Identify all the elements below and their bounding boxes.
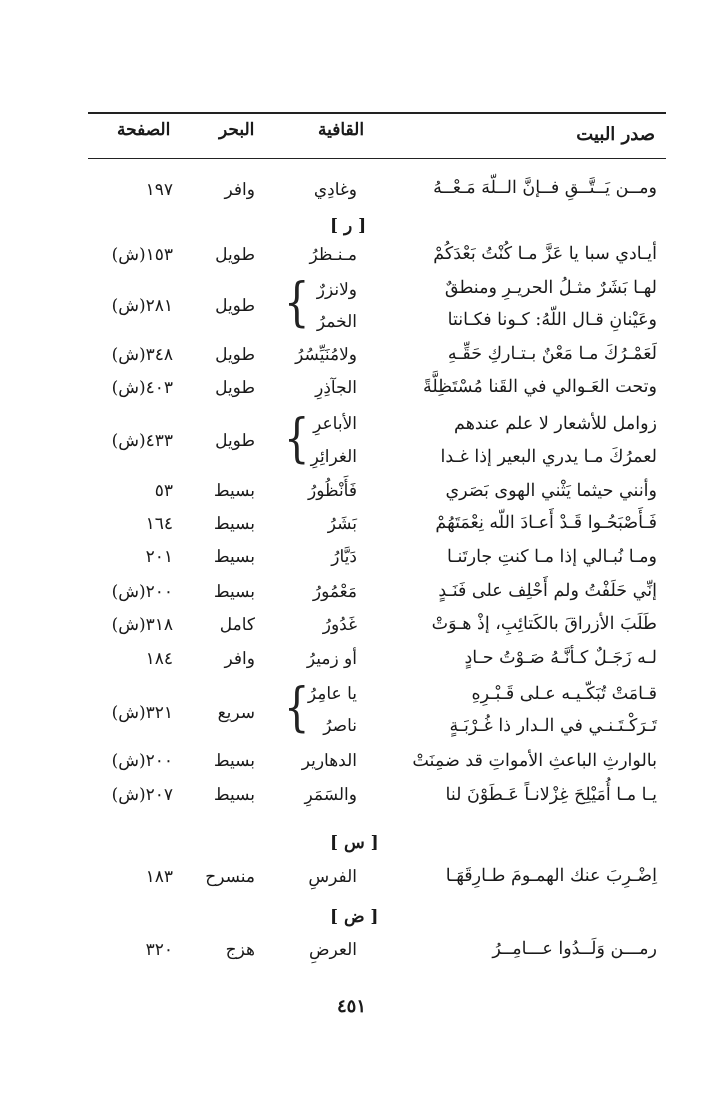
page-cell: ٣٤٨(ش) [111,345,173,365]
page-cell: ١٦٤ [145,514,173,534]
page-number: ٤٥١ [336,996,366,1017]
meter-cell: طويل [215,378,255,398]
rhyme-cell: الفرسِ [308,867,357,887]
rhyme-cell: وغادِي [313,180,357,200]
verse-cell: فَـأَصْبَحُـوا قَـدْ أَعـادَ اللّه نِعْمَتَهُمْ [435,513,657,533]
page-cell: ٢٨١(ش) [111,296,173,316]
verse-cell: زوامل للأشعار لا علم عندهم [454,414,657,434]
page-cell: ٢٠١ [145,547,173,567]
page-cell: ٥٣ [154,481,173,501]
rhyme-cell: ولانزرٌ [316,280,357,300]
verse-cell: ومــن يَــتَّــقِ فــإنَّ الــلّهَ مَـعْــهُ [433,178,657,198]
rhyme-cell: فَأَنْظُورُ [308,481,357,501]
section-heading-d: [ ض ] [330,907,379,927]
rhyme-cell: الدهارير [301,751,357,771]
page-cell: ٣١٨(ش) [111,615,173,635]
meter-cell: طويل [215,345,255,365]
meter-cell: بسيط [213,751,255,771]
brace-left: { [284,273,310,333]
page-cell: ٣٢٠ [145,940,173,960]
rhyme-cell: العرضِ [308,940,357,960]
verse-cell: لهـا بَشَرٌ مثـلُ الحريـرِ ومنطقٌ [444,278,657,298]
verse-cell: لَعَمْـرُكَ مـا مَعْنٌ بـتـاركِ حَقِّـهِ [447,344,657,364]
rhyme-cell: ناصرُ [323,716,357,736]
verse-cell: وعَيْنانِ قـال اللّهُ: كـونا فكـانتا [447,310,657,330]
meter-cell: بسيط [213,481,255,501]
header-rhyme: القافية [318,120,365,140]
page-cell: ٢٠٧(ش) [111,785,173,805]
verse-cell: طَلَبَ الأزراقَ بالكَتائِبِ، إذْ هـوَتْ [431,614,657,634]
meter-cell: وافر [224,180,255,200]
meter-cell: هزج [225,940,255,960]
verse-cell: قـامَتْ تُبَكّـيـه عـلى قَـبْـرِهِ [471,684,657,704]
header-page: الصفحة [117,120,171,140]
verse-cell: يـا مـا أُمَيْلِحَ غِزْلانـاً عَـطَوْنَ لنا [445,785,657,805]
page-cell: ٤٠٣(ش) [111,378,173,398]
verse-cell: اِضْـرِبَ عنك الهمـومَ طـارِقَهَـا [445,866,657,886]
header-meter: البحر [219,120,255,140]
page-cell: ٢٠٠(ش) [111,751,173,771]
rhyme-cell: أو زميرُ [306,649,357,669]
rhyme-cell: الجآذِرِ [315,378,357,398]
rhyme-cell: مـنـظرُ [309,245,357,265]
page-cell: ٢٠٠(ش) [111,582,173,602]
brace-left: { [284,409,310,469]
page-cell: ١٥٣(ش) [111,245,173,265]
brace-left: { [284,678,310,738]
verse-cell: وتحت العَـوالي في القَنا مُسْتَظِلَّةً [422,377,657,397]
verse-cell: تَـرَكْـتَـنـي في الـدار ذا غُـرْبَـةٍ [449,716,657,736]
page-cell: ١٨٤ [145,649,173,669]
section-heading-s: [ س ] [330,833,379,853]
meter-cell: بسيط [213,514,255,534]
rhyme-cell: دَيَّارُ [331,547,357,567]
page-cell: ٤٣٣(ش) [111,431,173,451]
verse-cell: أيـادي سبا يا عَزَّ مـا كُنْتُ بَعْدَكُمْ [433,244,657,264]
page-cell: ١٨٣ [145,867,173,887]
rhyme-cell: الأباعرِ [313,414,357,434]
meter-cell: بسيط [213,582,255,602]
meter-cell: سريع [217,703,255,723]
rhyme-cell: والسَمَرِ [304,785,357,805]
verse-cell: وأنني حيثما يَثْني الهوى بَصَري [445,481,657,501]
rhyme-cell: الغرائِرِ [310,447,357,467]
meter-cell: طويل [215,245,255,265]
verse-cell: ومـا نُبـالي إذا مـا كنتِ جارتَنـا [447,547,657,567]
rhyme-cell: الخمرُ [316,312,357,332]
rhyme-cell: غَدُورُ [322,615,357,635]
section-heading-r: [ ر ] [330,216,367,236]
top-rule [88,112,666,114]
header-rule [88,158,666,159]
rhyme-cell: يا عامِرُ [307,684,357,704]
verse-cell: إنِّي حَلَفْتُ ولم أَحْلِف على فَنَـدٍ [438,581,657,601]
rhyme-cell: بَشَرُ [327,514,357,534]
meter-cell: منسرح [205,867,255,887]
meter-cell: طويل [215,296,255,316]
meter-cell: طويل [215,431,255,451]
meter-cell: كامل [219,615,255,635]
rhyme-cell: مَعْمُورُ [312,582,357,602]
rhyme-cell: ولامُنَيِّسُرُ [295,345,357,365]
verse-cell: بالوارثِ الباعثِ الأمواتِ قد ضمِنَتْ [412,751,657,771]
verse-cell: لـه زَجَـلٌ كـأنَّـهُ صَـوْتُ حـادٍ [464,648,657,668]
page-cell: ٣٢١(ش) [111,703,173,723]
meter-cell: بسيط [213,547,255,567]
meter-cell: وافر [224,649,255,669]
verse-cell: رمـــن وَلَــدُوا عـــامِــرُ [492,939,657,959]
page-cell: ١٩٧ [145,180,173,200]
verse-cell: لعمرُكَ مـا يدري البعير إذا غـدا [440,447,657,467]
header-verse: صدر البيت [576,124,655,145]
meter-cell: بسيط [213,785,255,805]
